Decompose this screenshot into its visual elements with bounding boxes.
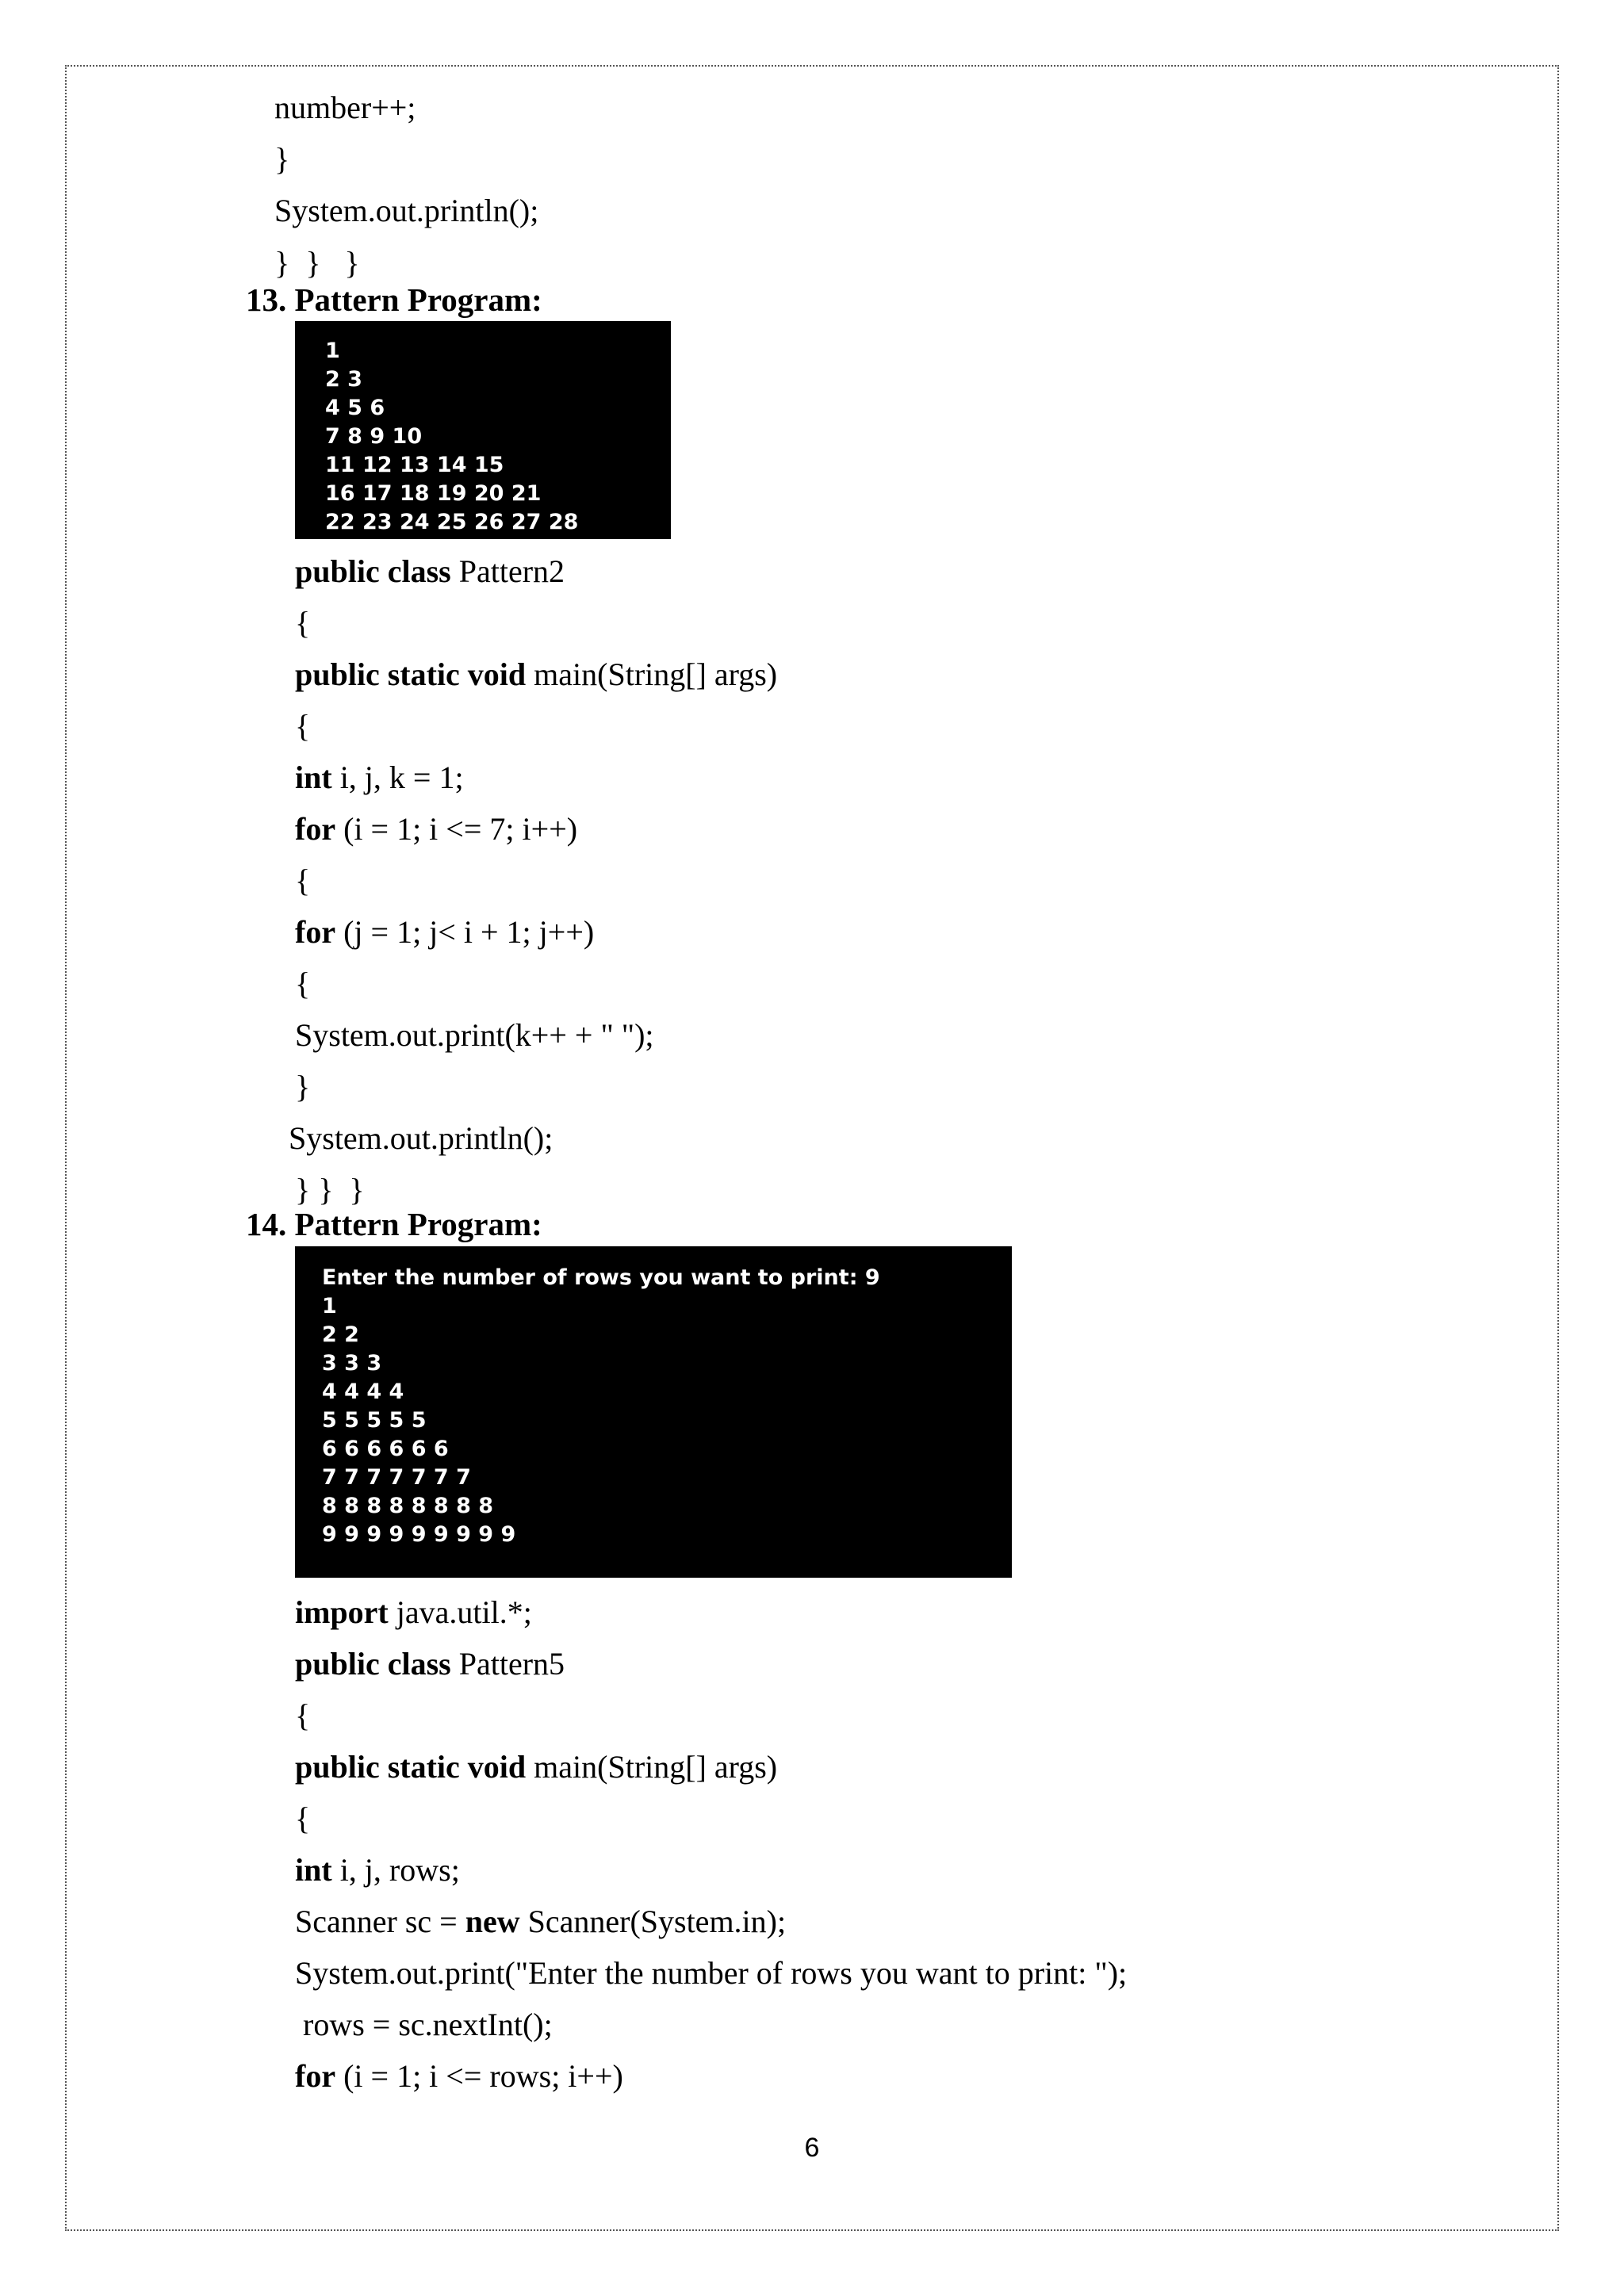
- console-line: 1: [325, 339, 340, 363]
- console-output-13: [295, 321, 671, 539]
- code-line: {: [295, 863, 311, 898]
- page-number: 6: [804, 2133, 820, 2163]
- code-line: int i, j, rows;: [295, 1852, 460, 1888]
- code-line: Scanner sc = new Scanner(System.in);: [295, 1904, 787, 1939]
- console-line: 4 5 6: [325, 396, 385, 420]
- code-line: rows = sc.nextInt();: [295, 2007, 553, 2042]
- code-line: for (i = 1; i <= 7; i++): [295, 811, 578, 847]
- console-line: 4 4 4 4: [322, 1380, 404, 1404]
- console-line: 22 23 24 25 26 27 28: [325, 510, 579, 534]
- console-line: 9 9 9 9 9 9 9 9 9: [322, 1522, 516, 1547]
- console-line: Enter the number of rows you want to print: 9: [322, 1265, 880, 1290]
- console-line: 5 5 5 5 5: [322, 1408, 427, 1433]
- console-line: 8 8 8 8 8 8 8 8: [322, 1494, 494, 1518]
- code-line: for (i = 1; i <= rows; i++): [295, 2058, 623, 2094]
- console-line: 7 8 9 10: [325, 424, 423, 449]
- section-14-heading: 14. Pattern Program:: [246, 1206, 542, 1242]
- console-line: 11 12 13 14 15: [325, 453, 504, 477]
- code-line: number++;: [274, 90, 416, 125]
- code-line: } } }: [295, 1172, 365, 1207]
- code-line: System.out.print("Enter the number of rows you want to print: ");: [295, 1955, 1128, 1991]
- code-line: {: [295, 1800, 311, 1836]
- code-line: for (j = 1; j< i + 1; j++): [295, 914, 595, 950]
- code-line: public static void main(String[] args): [295, 1749, 778, 1785]
- code-line: System.out.print(k++ + " ");: [295, 1017, 654, 1053]
- console-line: 2 2: [322, 1322, 359, 1347]
- code-line: {: [295, 1697, 311, 1733]
- console-line: 3 3 3: [322, 1351, 382, 1376]
- code-line: }: [274, 141, 290, 177]
- code-line: public class Pattern5: [295, 1646, 565, 1682]
- console-line: 1: [322, 1294, 337, 1318]
- code-line: import java.util.*;: [295, 1594, 532, 1630]
- code-line: } } }: [274, 245, 360, 281]
- console-output-14: [295, 1246, 1012, 1578]
- console-line: 16 17 18 19 20 21: [325, 481, 542, 506]
- console-line: 2 3: [325, 367, 362, 392]
- console-line: 6 6 6 6 6 6: [322, 1437, 449, 1461]
- code-line: System.out.println();: [289, 1120, 553, 1156]
- section-13-heading: 13. Pattern Program:: [246, 281, 542, 318]
- code-line: {: [295, 708, 311, 744]
- code-line: public static void main(String[] args): [295, 656, 778, 692]
- code-line: System.out.println();: [274, 193, 539, 228]
- code-line: int i, j, k = 1;: [295, 760, 464, 795]
- code-line: public class Pattern2: [295, 553, 565, 589]
- code-line: {: [295, 966, 311, 1001]
- code-line: {: [295, 605, 311, 641]
- console-line: 7 7 7 7 7 7 7: [322, 1465, 471, 1490]
- code-line: }: [295, 1069, 311, 1104]
